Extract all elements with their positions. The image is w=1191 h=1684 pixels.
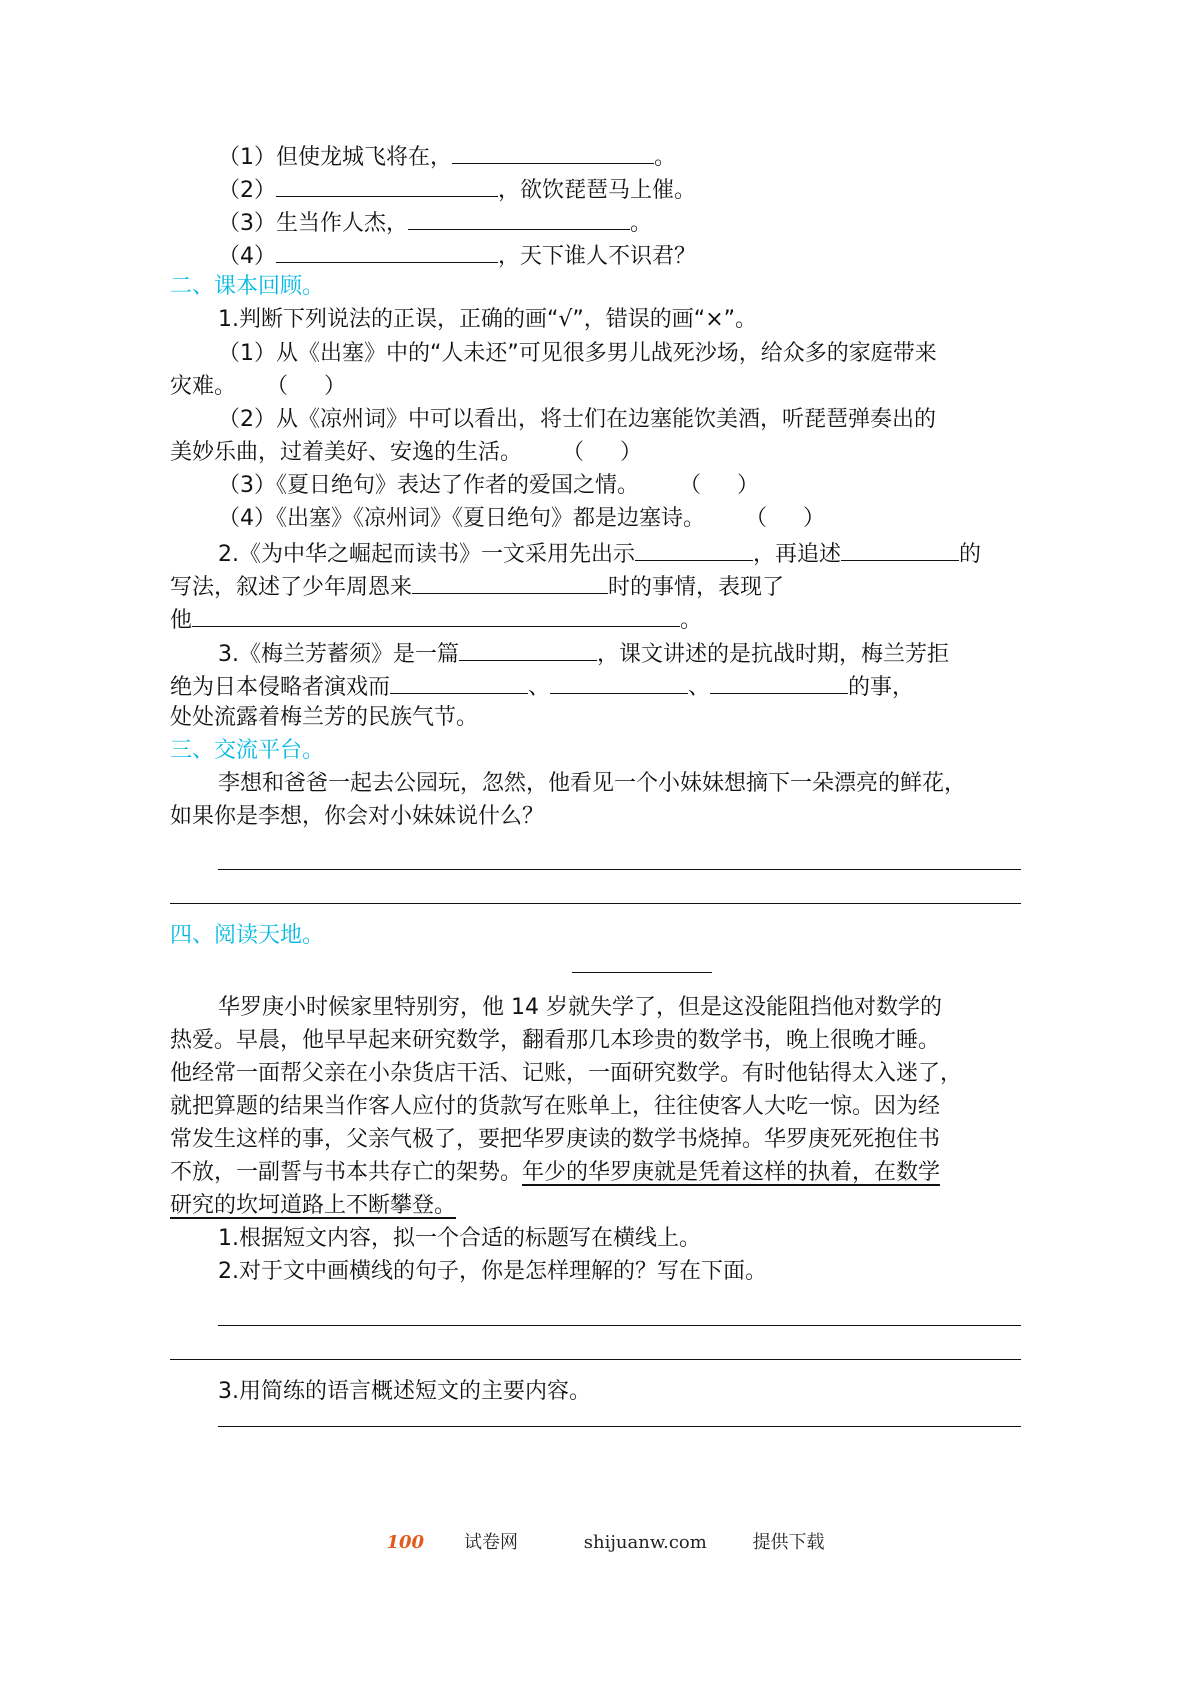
- judge-item-2-cont: 美妙乐曲，过着美好、安逸的生活。 （ ）: [170, 440, 643, 465]
- judge-item-3: （3）《夏日绝句》表达了作者的爱国之情。 （ ）: [218, 473, 760, 498]
- fill-q2-line2: 写法，叙述了少年周恩来 时的事情，表现了: [170, 569, 784, 604]
- section-heading-exchange: 三、交流平台。: [170, 738, 325, 763]
- page-footer: [0, 1528, 1191, 1554]
- answer-blank[interactable]: [192, 602, 680, 627]
- reading-q1: 1.根据短文内容，拟一个合适的标题写在横线上。: [218, 1226, 701, 1251]
- passage-line: 热爱。早晨，他早早起来研究数学，翻看那几本珍贵的数学书，晚上很晚才睡。: [170, 1028, 941, 1053]
- answer-blank[interactable]: [276, 172, 498, 197]
- answer-line[interactable]: [170, 1359, 1021, 1360]
- passage-line: 不放，一副誓与书本共存亡的架势。年少的华罗庚就是凭着这样的执着，在数学: [170, 1160, 941, 1185]
- passage-line: 常发生这样的事，父亲气极了，要把华罗庚读的数学书烧掉。华罗庚死死抱住书: [170, 1127, 941, 1152]
- site-logo: 100 试卷网: [386, 1532, 519, 1553]
- title-blank[interactable]: [572, 972, 712, 973]
- exchange-prompt-line1: 李想和爸爸一起去公园玩，忽然，他看见一个小妹妹想摘下一朵漂亮的鲜花，: [218, 771, 967, 796]
- underlined-sentence-cont: 研究的坎坷道路上不断攀登。: [170, 1193, 457, 1218]
- passage-line: 他经常一面帮父亲在小杂货店干活、记账，一面研究数学。有时他钻得太入迷了，: [170, 1061, 963, 1086]
- fill-q3-line1: 3.《梅兰芳蓄须》是一篇 ，课文讲述的是抗战时期，梅兰芳拒: [218, 636, 949, 671]
- judge-intro: 1.判断下列说法的正误，正确的画“√”，错误的画“×”。: [218, 307, 758, 332]
- answer-line[interactable]: [218, 869, 1021, 870]
- passage-line: 华罗庚小时候家里特别穷，他 14 岁就失学了，但是这没能阻挡他对数学的: [218, 995, 942, 1020]
- exchange-prompt-line2: 如果你是李想，你会对小妹妹说什么？: [170, 804, 545, 829]
- fill-q3-line2: 绝为日本侵略者演戏而 、 、 的事，: [170, 669, 914, 704]
- answer-blank[interactable]: [276, 238, 498, 263]
- poem-q1: （1）但使龙城飞将在， 。: [218, 139, 676, 174]
- judge-item-1: （1）从《出塞》中的“人未还”可见很多男儿战死沙场，给众多的家庭带来: [218, 341, 937, 366]
- judge-bracket-4[interactable]: （ ）: [745, 506, 826, 531]
- answer-blank[interactable]: [635, 536, 753, 561]
- judge-bracket-1[interactable]: （ ）: [266, 374, 347, 399]
- answer-blank[interactable]: [412, 569, 608, 594]
- judge-bracket-3[interactable]: （ ）: [679, 473, 760, 498]
- poem-q2: （2） ，欲饮琵琶马上催。: [218, 172, 696, 207]
- answer-blank[interactable]: [710, 669, 848, 694]
- answer-blank[interactable]: [452, 139, 654, 164]
- poem-q4: （4） ，天下谁人不识君？: [218, 238, 696, 273]
- reading-q2: 2.对于文中画横线的句子，你是怎样理解的？写在下面。: [218, 1259, 767, 1284]
- judge-item-1-cont: 灾难。 （ ）: [170, 374, 347, 399]
- passage-line: 就把算题的结果当作客人应付的货款写在账单上，往往使客人大吃一惊。因为经: [170, 1094, 941, 1119]
- provide-download: 提供下载: [752, 1532, 825, 1553]
- fill-q3-line3: 处处流露着梅兰芳的民族气节。: [170, 705, 479, 730]
- answer-line[interactable]: [218, 1325, 1021, 1326]
- answer-blank[interactable]: [841, 536, 959, 561]
- answer-blank[interactable]: [550, 669, 688, 694]
- judge-bracket-2[interactable]: （ ）: [562, 440, 643, 465]
- fill-q2-line1: 2.《为中华之崛起而读书》一文采用先出示 ，再追述 的: [218, 536, 981, 571]
- answer-blank[interactable]: [408, 205, 630, 230]
- answer-blank[interactable]: [459, 636, 597, 661]
- answer-blank[interactable]: [390, 669, 528, 694]
- underlined-sentence: 年少的华罗庚就是凭着这样的执着，在数学: [522, 1160, 941, 1185]
- reading-q3: 3.用简练的语言概述短文的主要内容。: [218, 1379, 591, 1404]
- poem-q3: （3）生当作人杰， 。: [218, 205, 652, 240]
- judge-item-4: （4）《出塞》《凉州词》《夏日绝句》都是边塞诗。 （ ）: [218, 506, 826, 531]
- fill-q2-line3: 他 。: [170, 602, 702, 637]
- judge-item-2: （2）从《凉州词》中可以看出，将士们在边塞能饮美酒，听琵琶弹奏出的: [218, 407, 936, 432]
- answer-line[interactable]: [170, 903, 1021, 904]
- section-heading-reading: 四、阅读天地。: [170, 923, 325, 948]
- site-url: shijuanw.com: [583, 1532, 707, 1553]
- section-heading-review: 二、课本回顾。: [170, 274, 325, 299]
- answer-line[interactable]: [218, 1426, 1021, 1427]
